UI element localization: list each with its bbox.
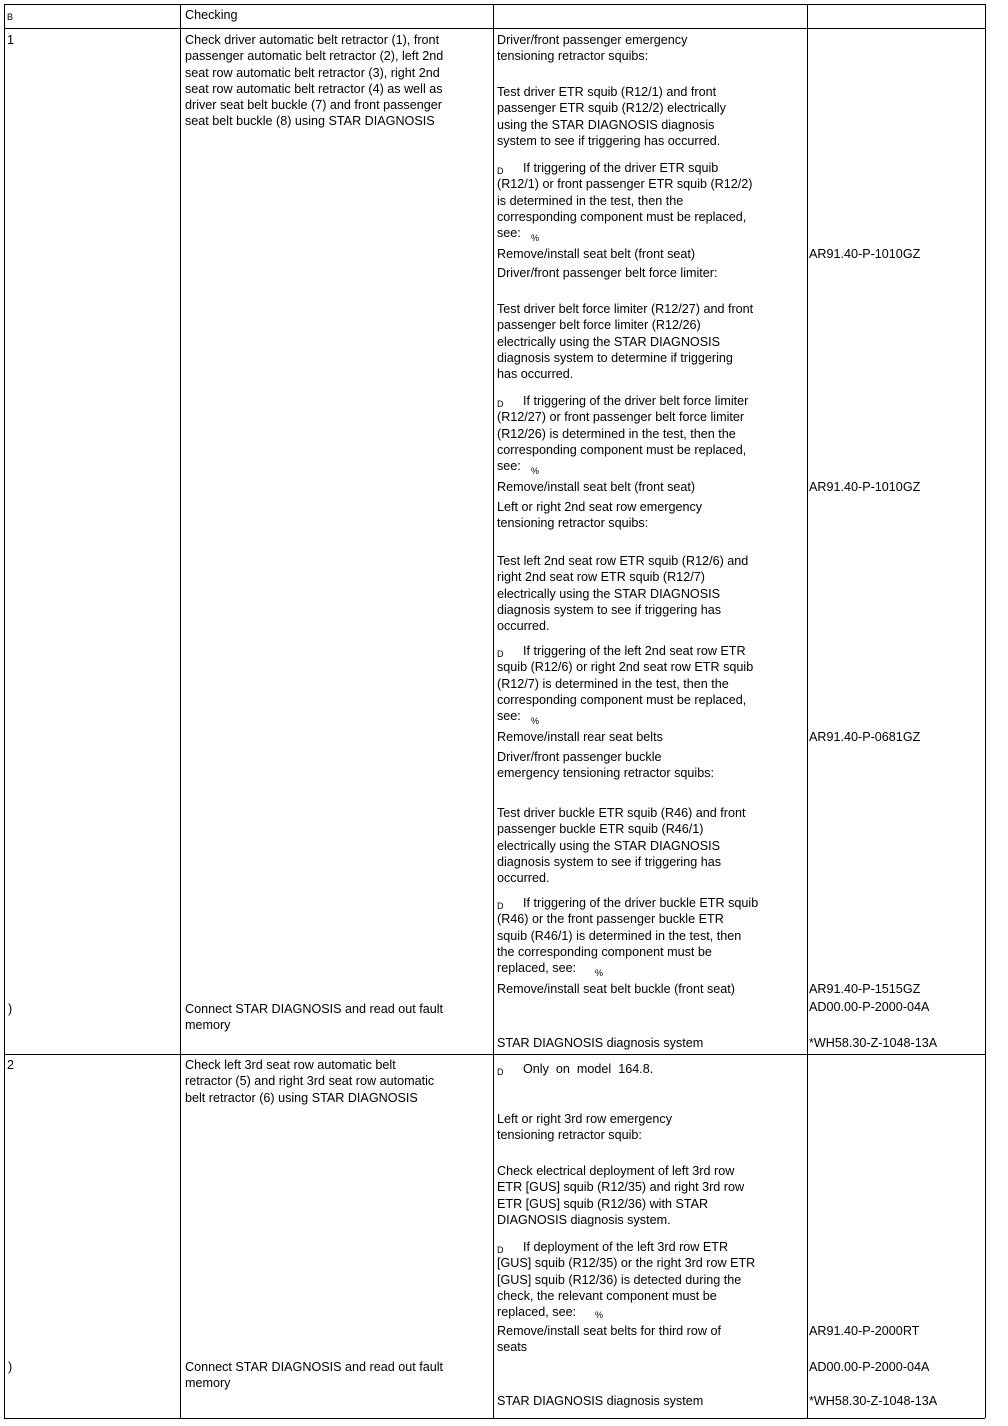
step-check-text: Check driver automatic belt retractor (1), front passenger automatic belt retractor (2), left 2nd seat row automatic belt retractor (3), right 2nd seat row automatic belt retractor (4) as well as driver seat belt buckle (7) and front passenger seat belt buckle (8) using STAR DIAGNOSIS: [185, 33, 444, 129]
connect-ref[interactable]: AD00.00-P-2000-04A: [809, 1000, 930, 1014]
rear-link[interactable]: Remove/install rear seat belts: [497, 730, 663, 744]
third-row-ref[interactable]: AR91.40-P-2000RT: [809, 1324, 920, 1338]
connect-text: Connect STAR DIAGNOSIS and read out fault memory: [185, 1002, 444, 1033]
etr-heading: Driver/front passenger emergency tensioning retractor squibs:: [497, 33, 688, 64]
substep-mark: ): [8, 1002, 13, 1016]
note-icon: D: [497, 166, 504, 176]
header-step-label: B: [7, 12, 14, 22]
model-note: Only on model 164.8.: [523, 1062, 654, 1076]
etr-link[interactable]: Remove/install seat belt (front seat): [497, 247, 696, 261]
bfl-test-text: Test driver belt force limiter (R12/27) and front passenger belt force limiter (R12/26) electrically using the STAR DIAGNOSIS diagnosis system to determine if triggering has occurred.: [497, 302, 754, 382]
etr-ref[interactable]: AR91.40-P-1010GZ: [809, 247, 921, 261]
step-number: 2: [7, 1058, 15, 1072]
link-icon: %: [531, 466, 540, 476]
rear-heading: Left or right 2nd seat row emergency tensioning retractor squibs:: [497, 500, 703, 531]
connect-ref[interactable]: AD00.00-P-2000-04A: [809, 1360, 930, 1374]
header-checking: Checking: [185, 8, 238, 22]
step-number: 1: [7, 33, 15, 47]
buckle-note-text: If triggering of the driver buckle ETR squib (R46) or the front passenger buckle ETR squib (R46/1) is determined in the test, then the corresponding component must be replaced, see:: [497, 896, 759, 976]
connect-text: Connect STAR DIAGNOSIS and read out fault memory: [185, 1360, 444, 1391]
table-border-top: [4, 4, 985, 5]
diag-system-label: STAR DIAGNOSIS diagnosis system: [497, 1036, 704, 1050]
buckle-heading: Driver/front passenger buckle emergency tensioning retractor squibs:: [497, 750, 715, 781]
third-row-link[interactable]: Remove/install seat belts for third row of seats: [497, 1324, 721, 1355]
note-icon: D: [497, 1245, 504, 1255]
diag-system-ref[interactable]: *WH58.30-Z-1048-13A: [809, 1394, 938, 1408]
note-icon: D: [497, 1067, 504, 1077]
link-icon: %: [595, 1310, 604, 1320]
diag-system-label: STAR DIAGNOSIS diagnosis system: [497, 1394, 704, 1408]
rear-ref[interactable]: AR91.40-P-0681GZ: [809, 730, 921, 744]
substep-mark: ): [8, 1360, 13, 1374]
table-border-right: [985, 4, 986, 1418]
column-divider: [493, 4, 494, 1418]
third-row-heading: Left or right 3rd row emergency tensioning retractor squib:: [497, 1112, 672, 1143]
table-border-bottom: [4, 1418, 985, 1419]
third-row-note-text: If deployment of the left 3rd row ETR [GUS] squib (R12/35) or the right 3rd row ETR [GUS] squib (R12/36) is detected during the check, the relevant component must be replaced, see:: [497, 1240, 756, 1320]
bfl-heading: Driver/front passenger belt force limiter:: [497, 266, 718, 280]
buckle-test-text: Test driver buckle ETR squib (R46) and front passenger buckle ETR squib (R46/1) electrically using the STAR DIAGNOSIS diagnosis system to see if triggering has occurred.: [497, 806, 746, 886]
etr-test-text: Test driver ETR squib (R12/1) and front passenger ETR squib (R12/2) electrically using the STAR DIAGNOSIS diagnosis system to see if triggering has occurred.: [497, 85, 726, 148]
bfl-ref[interactable]: AR91.40-P-1010GZ: [809, 480, 921, 494]
etr-note-text: If triggering of the driver ETR squib (R12/1) or front passenger ETR squib (R12/2) is determined in the test, then the corresponding component must be replaced, see:: [497, 161, 753, 241]
link-icon: %: [531, 716, 540, 726]
buckle-ref[interactable]: AR91.40-P-1515GZ: [809, 982, 921, 996]
note-icon: D: [497, 649, 504, 659]
rear-test-text: Test left 2nd seat row ETR squib (R12/6) and right 2nd seat row ETR squib (R12/7) electrically using the STAR DIAGNOSIS diagnosis system to see if triggering has occurred.: [497, 554, 749, 634]
diag-system-ref[interactable]: *WH58.30-Z-1048-13A: [809, 1036, 938, 1050]
column-divider: [807, 4, 808, 1418]
third-row-test-text: Check electrical deployment of left 3rd row ETR [GUS] squib (R12/35) and right 3rd row ETR [GUS] squib (R12/36) with STAR DIAGNOSIS diagnosis system.: [497, 1164, 745, 1227]
bfl-note-text: If triggering of the driver belt force limiter (R12/27) or front passenger belt force limiter (R12/26) is determined in the test, then the corresponding component must be replaced, see:: [497, 394, 749, 474]
bfl-link[interactable]: Remove/install seat belt (front seat): [497, 480, 696, 494]
note-icon: D: [497, 901, 504, 911]
row-divider: [4, 1054, 985, 1055]
buckle-link[interactable]: Remove/install seat belt buckle (front seat): [497, 982, 735, 996]
rear-note-text: If triggering of the left 2nd seat row ETR squib (R12/6) or right 2nd seat row ETR squib (R12/7) is determined in the test, then the corresponding component must be replaced, see:: [497, 644, 754, 724]
link-icon: %: [531, 233, 540, 243]
note-icon: D: [497, 399, 504, 409]
step-check-text: Check left 3rd seat row automatic belt retractor (5) and right 3rd seat row automatic belt retractor (6) using STAR DIAGNOSIS: [185, 1058, 435, 1105]
header-divider: [4, 28, 985, 29]
table-border-left: [4, 4, 5, 1418]
procedure-table: [4, 4, 985, 1418]
column-divider: [180, 4, 181, 1418]
link-icon: %: [595, 968, 604, 978]
